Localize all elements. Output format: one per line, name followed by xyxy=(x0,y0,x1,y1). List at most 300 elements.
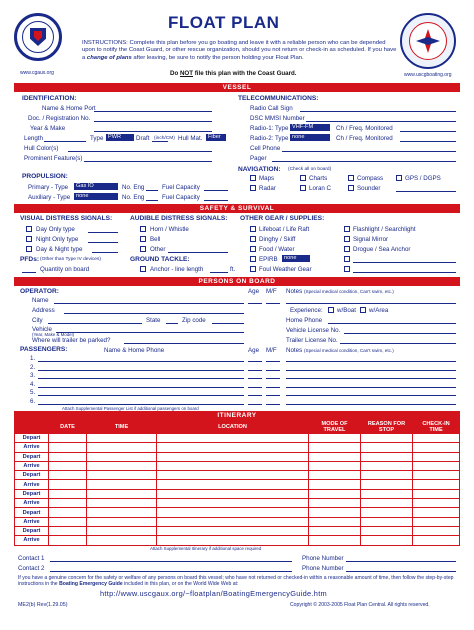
other-navigation-field[interactable] xyxy=(396,191,456,192)
mode-cell[interactable] xyxy=(309,508,361,517)
date-cell[interactable] xyxy=(49,499,87,508)
passenger-notes-field[interactable] xyxy=(286,361,456,362)
anchor-line-field[interactable] xyxy=(210,272,228,273)
passenger-notes-field[interactable] xyxy=(286,378,456,379)
time-cell[interactable] xyxy=(87,508,157,517)
time-cell[interactable] xyxy=(87,434,157,443)
day-only-checkbox[interactable] xyxy=(26,226,32,232)
compass-checkbox[interactable] xyxy=(348,175,354,181)
passenger-number: 3. xyxy=(30,372,36,380)
pfds-heading: PFDs: xyxy=(20,256,40,263)
navigation-hint: (Check all on board) xyxy=(288,167,332,172)
vehicle-hint: (Year, Make & Model) xyxy=(32,332,75,337)
itinerary-blank-header xyxy=(15,421,49,434)
contact2-label: Contact 2 xyxy=(18,565,45,572)
ground-tackle-heading: GROUND TACKLE: xyxy=(130,256,190,263)
passenger-age-field[interactable] xyxy=(248,395,262,396)
emergency-guide-link[interactable]: http://www.uscgaux.org/~floatplan/BoatingEmergencyGuide.htm xyxy=(100,589,328,598)
itinerary-row xyxy=(15,452,460,461)
mode-cell[interactable] xyxy=(309,517,361,526)
day-night-checkbox[interactable] xyxy=(26,246,32,252)
date-header: DATE xyxy=(49,421,87,434)
dinghy-checkbox[interactable] xyxy=(250,236,256,242)
reason-cell[interactable] xyxy=(361,526,413,535)
gear-other1-field[interactable] xyxy=(353,262,456,263)
sounder-label: Sounder xyxy=(357,185,381,192)
trailer-parked-label: Where will trailer be parked? xyxy=(32,337,111,344)
location-header: LOCATION xyxy=(157,421,309,434)
passenger-name-field[interactable] xyxy=(38,404,244,405)
gear-other2-field[interactable] xyxy=(353,272,456,273)
date-cell[interactable] xyxy=(49,536,87,545)
year-make-field[interactable] xyxy=(94,131,212,132)
audible-other-label: Other xyxy=(150,246,166,253)
operator-heading: OPERATOR: xyxy=(20,288,59,295)
checkin-cell[interactable] xyxy=(413,461,460,470)
dsc-mmsi-field[interactable] xyxy=(306,121,456,122)
passenger-notes-label: Notes xyxy=(286,347,303,354)
vehicle-license-label: Vehicle License No. xyxy=(286,327,341,334)
night-only-checkbox[interactable] xyxy=(26,236,32,242)
anchor-unit-label: ft. xyxy=(230,266,236,273)
boating-safety-seal xyxy=(400,13,456,69)
operator-city-label: City xyxy=(32,317,43,324)
drogue-checkbox[interactable] xyxy=(344,246,350,252)
itinerary-row xyxy=(15,517,460,526)
time-cell[interactable] xyxy=(87,526,157,535)
itinerary-row xyxy=(15,471,460,480)
operator-notes-field[interactable] xyxy=(286,303,456,304)
experience-area-label: w/Area xyxy=(369,307,389,314)
location-cell[interactable] xyxy=(157,471,309,480)
reason-cell[interactable] xyxy=(361,508,413,517)
auxiliary-fuel-label: Fuel Capacity xyxy=(162,194,200,201)
auxiliary-no-eng-label: No. Eng xyxy=(122,194,145,201)
passenger-mf-label: M/F xyxy=(266,347,277,354)
operator-city-field[interactable] xyxy=(48,323,142,324)
experience-boat-checkbox[interactable] xyxy=(328,307,334,313)
day-only-field[interactable] xyxy=(88,232,118,233)
operator-notes-label: Notes xyxy=(286,288,303,295)
left-url[interactable]: www.cgaux.org xyxy=(20,70,54,76)
checkin-cell[interactable] xyxy=(413,434,460,443)
operator-vehicle-label: Vehicle xyxy=(32,326,52,333)
charts-checkbox[interactable] xyxy=(300,175,306,181)
checkin-cell[interactable] xyxy=(413,471,460,480)
passenger-mf-field[interactable] xyxy=(266,395,280,396)
audible-other-field[interactable] xyxy=(168,252,228,253)
mode-cell[interactable] xyxy=(309,536,361,545)
itinerary-row xyxy=(15,443,460,452)
horn-whistle-checkbox[interactable] xyxy=(140,226,146,232)
date-cell[interactable] xyxy=(49,480,87,489)
operator-address-label: Address xyxy=(32,307,55,314)
vessel-section-bar: VESSEL xyxy=(14,83,460,92)
location-cell[interactable] xyxy=(157,480,309,489)
audible-other-checkbox[interactable] xyxy=(140,246,146,252)
visual-signals-heading: VISUAL DISTRESS SIGNALS: xyxy=(20,215,113,222)
draft-field[interactable] xyxy=(152,141,168,142)
reason-cell[interactable] xyxy=(361,517,413,526)
radio1-type-select[interactable]: VHF-FM xyxy=(290,124,330,131)
itinerary-row-label: Depart xyxy=(15,508,49,517)
form-code: ME2(b) Rev(1.29.05) xyxy=(18,602,68,608)
passenger-name-field[interactable] xyxy=(38,395,244,396)
flashlight-checkbox[interactable] xyxy=(344,226,350,232)
passenger-mf-field[interactable] xyxy=(266,370,280,371)
reason-cell[interactable] xyxy=(361,461,413,470)
contact1-phone-label: Phone Number xyxy=(302,555,344,562)
reason-cell[interactable] xyxy=(361,489,413,498)
pfd-quantity-label: Quantity on board xyxy=(40,266,90,273)
operator-state-field[interactable] xyxy=(166,323,178,324)
reason-header: REASON FOR STOP xyxy=(361,421,413,434)
contact1-field[interactable] xyxy=(50,561,292,562)
itinerary-section-bar: ITINERARY xyxy=(14,411,460,420)
passenger-number: 1. xyxy=(30,355,36,362)
epirb-checkbox[interactable] xyxy=(250,256,256,262)
checkin-cell[interactable] xyxy=(413,536,460,545)
itinerary-row xyxy=(15,489,460,498)
foul-weather-checkbox[interactable] xyxy=(250,266,256,272)
night-only-field[interactable] xyxy=(88,242,118,243)
name-home-port-label: Name & Home Port xyxy=(42,105,96,112)
date-cell[interactable] xyxy=(49,508,87,517)
radio2-channel-field[interactable] xyxy=(400,141,456,142)
experience-label: Experience: xyxy=(290,307,323,314)
sounder-checkbox[interactable] xyxy=(348,185,354,191)
itinerary-row-label: Arrive xyxy=(15,443,49,452)
checkin-cell[interactable] xyxy=(413,489,460,498)
operator-age-label: Age xyxy=(248,288,260,295)
itinerary-row-label: Arrive xyxy=(15,499,49,508)
cell-phone-label: Cell Phone xyxy=(250,145,281,152)
reason-cell[interactable] xyxy=(361,434,413,443)
operator-zip-label: Zip code xyxy=(182,317,206,324)
reason-cell[interactable] xyxy=(361,480,413,489)
operator-age-field[interactable] xyxy=(248,303,262,304)
epirb-label: EPIRB xyxy=(259,256,278,263)
cell-phone-field[interactable] xyxy=(282,151,456,152)
contact2-phone-field[interactable] xyxy=(346,571,456,572)
itinerary-row xyxy=(15,434,460,443)
date-cell[interactable] xyxy=(49,443,87,452)
safety-section-bar: SAFETY & SURVIVAL xyxy=(14,204,460,213)
itinerary-row-label: Depart xyxy=(15,452,49,461)
time-cell[interactable] xyxy=(87,536,157,545)
itinerary-body xyxy=(15,434,460,546)
mode-cell[interactable] xyxy=(309,452,361,461)
gps-label: GPS / DGPS xyxy=(405,175,441,182)
location-cell[interactable] xyxy=(157,508,309,517)
checkin-cell[interactable] xyxy=(413,499,460,508)
passenger-age-label: Age xyxy=(248,347,260,354)
doc-registration-label: Doc. / Registration No. xyxy=(28,115,91,122)
time-cell[interactable] xyxy=(87,499,157,508)
pfds-hint: (Other than Type IV devices) xyxy=(40,257,101,262)
itinerary-row xyxy=(15,508,460,517)
trailer-license-label: Trailer License No. xyxy=(286,337,338,344)
operator-mf-label: M/F xyxy=(266,288,277,295)
horn-whistle-label: Horn / Whistle xyxy=(150,226,189,233)
reason-cell[interactable] xyxy=(361,536,413,545)
home-phone-field[interactable] xyxy=(328,323,456,324)
time-cell[interactable] xyxy=(87,443,157,452)
doc-registration-field[interactable] xyxy=(94,121,212,122)
passenger-age-field[interactable] xyxy=(248,404,262,405)
passenger-age-field[interactable] xyxy=(248,370,262,371)
passenger-number: 4. xyxy=(30,380,36,388)
compass-label: Compass xyxy=(357,175,384,182)
itinerary-row xyxy=(15,526,460,535)
time-cell[interactable] xyxy=(87,461,157,470)
bell-label: Bell xyxy=(150,236,161,243)
mode-cell[interactable] xyxy=(309,489,361,498)
date-cell[interactable] xyxy=(49,526,87,535)
location-cell[interactable] xyxy=(157,499,309,508)
operator-name-field[interactable] xyxy=(54,303,244,304)
prominent-features-field[interactable] xyxy=(84,161,212,162)
page-title: FLOAT PLAN xyxy=(168,13,280,32)
identification-heading: IDENTIFICATION: xyxy=(22,95,77,102)
mode-cell[interactable] xyxy=(309,480,361,489)
persons-section-bar: PERSONS ON BOARD xyxy=(14,277,460,286)
epirb-select[interactable]: none xyxy=(282,255,310,262)
radio1-channel-field[interactable] xyxy=(400,131,456,132)
vessel-type-select[interactable]: PWR xyxy=(106,134,134,141)
dinghy-label: Dinghy / Skiff xyxy=(259,236,296,243)
home-phone-label: Home Phone xyxy=(286,317,323,324)
itinerary-row-label: Arrive xyxy=(15,480,49,489)
radio2-channel-label: Ch / Freq. Monitored xyxy=(336,135,393,142)
night-only-label: Night Only type xyxy=(36,236,79,243)
experience-area-checkbox[interactable] xyxy=(360,307,366,313)
checkin-header: CHECK-IN TIME xyxy=(413,421,460,434)
anchor-label: Anchor - line length xyxy=(150,266,204,273)
itinerary-row-label: Depart xyxy=(15,489,49,498)
hull-material-label: Hull Mat. xyxy=(178,135,203,142)
location-cell[interactable] xyxy=(157,434,309,443)
passenger-age-field[interactable] xyxy=(248,387,262,388)
life-raft-label: Lifeboat / Life Raft xyxy=(259,226,310,233)
passenger-notes-field[interactable] xyxy=(286,387,456,388)
location-cell[interactable] xyxy=(157,461,309,470)
radio-call-sign-field[interactable] xyxy=(300,111,456,112)
right-url[interactable]: www.uscgboating.org xyxy=(404,72,452,78)
passenger-age-field[interactable] xyxy=(248,361,262,362)
date-cell[interactable] xyxy=(49,489,87,498)
passenger-notes-field[interactable] xyxy=(286,395,456,396)
passenger-mf-field[interactable] xyxy=(266,361,280,362)
passenger-mf-field[interactable] xyxy=(266,378,280,379)
passenger-number: 2. xyxy=(30,363,36,371)
passenger-mf-field[interactable] xyxy=(266,387,280,388)
primary-no-eng-field[interactable] xyxy=(146,190,158,191)
passenger-name-phone-label: Name & Home Phone xyxy=(104,347,165,354)
radar-label: Radar xyxy=(259,185,276,192)
operator-mf-field[interactable] xyxy=(266,303,280,304)
location-cell[interactable] xyxy=(157,443,309,452)
location-cell[interactable] xyxy=(157,536,309,545)
primary-type-label: Primary - Type xyxy=(28,184,69,191)
date-cell[interactable] xyxy=(49,434,87,443)
loran-label: Loran C xyxy=(309,185,332,192)
other-gear-heading: OTHER GEAR / SUPPLIES: xyxy=(240,215,325,222)
primary-no-eng-label: No. Eng xyxy=(122,184,145,191)
location-cell[interactable] xyxy=(157,452,309,461)
contact2-field[interactable] xyxy=(50,571,292,572)
mode-cell[interactable] xyxy=(309,499,361,508)
operator-name-label: Name xyxy=(32,297,49,304)
vehicle-license-field[interactable] xyxy=(344,333,456,334)
radio1-type-label: Radio-1: Type xyxy=(250,125,289,132)
passenger-notes-field[interactable] xyxy=(286,370,456,371)
itinerary-table xyxy=(14,420,460,546)
day-night-field[interactable] xyxy=(92,252,118,253)
reason-cell[interactable] xyxy=(361,452,413,461)
operator-address-field[interactable] xyxy=(64,313,244,314)
concern-instructions: If you have a genuine concern for the safety or welfare of any persons on board this vessel; who have not returned or checked-in within a reasonable amount of time, then follow the step-by-step instructions in the Boating Emergency Guide included in this plan, or on the World Wide Web at: xyxy=(18,575,454,588)
checkin-cell[interactable] xyxy=(413,508,460,517)
passenger-notes-field[interactable] xyxy=(286,404,456,405)
signal-mirror-checkbox[interactable] xyxy=(344,236,350,242)
radio-call-sign-label: Radio Call Sign xyxy=(250,105,293,112)
time-header: TIME xyxy=(87,421,157,434)
life-raft-checkbox[interactable] xyxy=(250,226,256,232)
pager-label: Pager xyxy=(250,155,267,162)
passenger-name-field[interactable] xyxy=(38,370,244,371)
gps-checkbox[interactable] xyxy=(396,175,402,181)
passengers-heading: PASSENGERS: xyxy=(20,346,68,353)
location-cell[interactable] xyxy=(157,517,309,526)
contact1-label: Contact 1 xyxy=(18,555,45,562)
passenger-name-field[interactable] xyxy=(38,361,244,362)
operator-zip-field[interactable] xyxy=(212,323,244,324)
operator-vehicle-field[interactable] xyxy=(56,332,244,333)
passenger-mf-field[interactable] xyxy=(266,404,280,405)
trailer-license-field[interactable] xyxy=(340,343,456,344)
name-home-port-field[interactable] xyxy=(94,111,212,112)
checkin-cell[interactable] xyxy=(413,526,460,535)
day-only-label: Day Only type xyxy=(36,226,75,233)
itinerary-row xyxy=(15,480,460,489)
passenger-name-field[interactable] xyxy=(38,387,244,388)
time-cell[interactable] xyxy=(87,517,157,526)
primary-type-select[interactable]: Gas IO xyxy=(74,183,118,190)
checkin-cell[interactable] xyxy=(413,452,460,461)
auxiliary-type-select[interactable]: none xyxy=(74,193,118,200)
auxiliary-fuel-field[interactable] xyxy=(204,200,228,201)
date-cell[interactable] xyxy=(49,471,87,480)
food-water-label: Food / Water xyxy=(259,246,295,253)
location-cell[interactable] xyxy=(157,526,309,535)
checkin-cell[interactable] xyxy=(413,480,460,489)
attach-itinerary-note: Attach Supplemental Itinerary if additional space required xyxy=(150,546,262,551)
time-cell[interactable] xyxy=(87,480,157,489)
instructions: INSTRUCTIONS: Complete this plan before you go boating and leave it with a reliable person who can be depended upon to notify the Coast Guard, or other rescue organization, should you not return or check-in as scheduled. If you have a change of plans after leaving, be sure to notify the person holding your Float Plan. xyxy=(82,40,397,61)
auxiliary-no-eng-field[interactable] xyxy=(146,200,158,201)
copyright: Copyright © 2003-2005 Float Plan Central. All rights reserved. xyxy=(290,602,430,608)
contact2-phone-label: Phone Number xyxy=(302,565,344,572)
radio2-type-select[interactable]: none xyxy=(290,134,330,141)
signal-mirror-label: Signal Mirror xyxy=(353,236,389,243)
charts-label: Charts xyxy=(309,175,328,182)
gear-other1-checkbox[interactable] xyxy=(344,256,350,262)
location-cell[interactable] xyxy=(157,489,309,498)
mode-header: MODE OF TRAVEL xyxy=(309,421,361,434)
radio1-channel-label: Ch / Freq. Monitored xyxy=(336,125,393,132)
primary-fuel-field[interactable] xyxy=(204,190,228,191)
operator-state-label: State xyxy=(146,317,161,324)
passenger-number: 6. xyxy=(30,398,36,405)
mode-cell[interactable] xyxy=(309,471,361,480)
reason-cell[interactable] xyxy=(361,471,413,480)
pager-field[interactable] xyxy=(272,161,456,162)
day-night-label: Day & Night type xyxy=(36,246,83,253)
mode-cell[interactable] xyxy=(309,526,361,535)
itinerary-row-label: Arrive xyxy=(15,536,49,545)
mode-cell[interactable] xyxy=(309,461,361,470)
prominent-features-label: Prominent Feature(s) xyxy=(24,155,83,162)
reason-cell[interactable] xyxy=(361,443,413,452)
mode-cell[interactable] xyxy=(309,434,361,443)
food-water-checkbox[interactable] xyxy=(250,246,256,252)
loran-checkbox[interactable] xyxy=(300,185,306,191)
propulsion-heading: PROPULSION: xyxy=(22,173,68,180)
passenger-name-field[interactable] xyxy=(38,378,244,379)
type-label: Type xyxy=(90,135,104,142)
length-label: Length xyxy=(24,135,43,142)
passenger-notes-hint: (Special medical condition, Can't swim, etc.) xyxy=(304,348,394,353)
hull-material-select[interactable]: Fiber xyxy=(206,134,226,141)
reason-cell[interactable] xyxy=(361,499,413,508)
navigation-heading: NAVIGATION: xyxy=(238,166,281,173)
drogue-label: Drogue / Sea Anchor xyxy=(353,246,411,253)
pfd-quantity-field[interactable] xyxy=(22,272,36,273)
time-cell[interactable] xyxy=(87,452,157,461)
hull-colors-field[interactable] xyxy=(68,151,212,152)
mode-cell[interactable] xyxy=(309,443,361,452)
date-cell[interactable] xyxy=(49,517,87,526)
checkin-cell[interactable] xyxy=(413,443,460,452)
auxiliary-type-label: Auxiliary - Type xyxy=(28,194,71,201)
time-cell[interactable] xyxy=(87,471,157,480)
time-cell[interactable] xyxy=(87,489,157,498)
anchor-checkbox[interactable] xyxy=(140,266,146,272)
operator-notes-hint: (Special medical condition, Can't swim, etc.) xyxy=(304,289,394,294)
contact1-phone-field[interactable] xyxy=(346,561,456,562)
itinerary-row-label: Depart xyxy=(15,471,49,480)
length-field[interactable] xyxy=(44,141,86,142)
foul-weather-label: Foul Weather Gear xyxy=(259,266,312,273)
radar-checkbox[interactable] xyxy=(250,185,256,191)
maps-checkbox[interactable] xyxy=(250,175,256,181)
checkin-cell[interactable] xyxy=(413,517,460,526)
passenger-number: 5. xyxy=(30,389,36,397)
date-cell[interactable] xyxy=(49,461,87,470)
flashlight-label: Flashlight / Searchlight xyxy=(353,226,416,233)
gear-other2-checkbox[interactable] xyxy=(344,266,350,272)
trailer-parked-field[interactable] xyxy=(124,343,244,344)
date-cell[interactable] xyxy=(49,452,87,461)
itinerary-row-label: Arrive xyxy=(15,517,49,526)
bell-checkbox[interactable] xyxy=(140,236,146,242)
itinerary-row-label: Depart xyxy=(15,526,49,535)
draft-label: Draft xyxy=(136,135,150,142)
itinerary-row xyxy=(15,499,460,508)
passenger-age-field[interactable] xyxy=(248,378,262,379)
audible-signals-heading: AUDIBLE DISTRESS SIGNALS: xyxy=(130,215,228,222)
